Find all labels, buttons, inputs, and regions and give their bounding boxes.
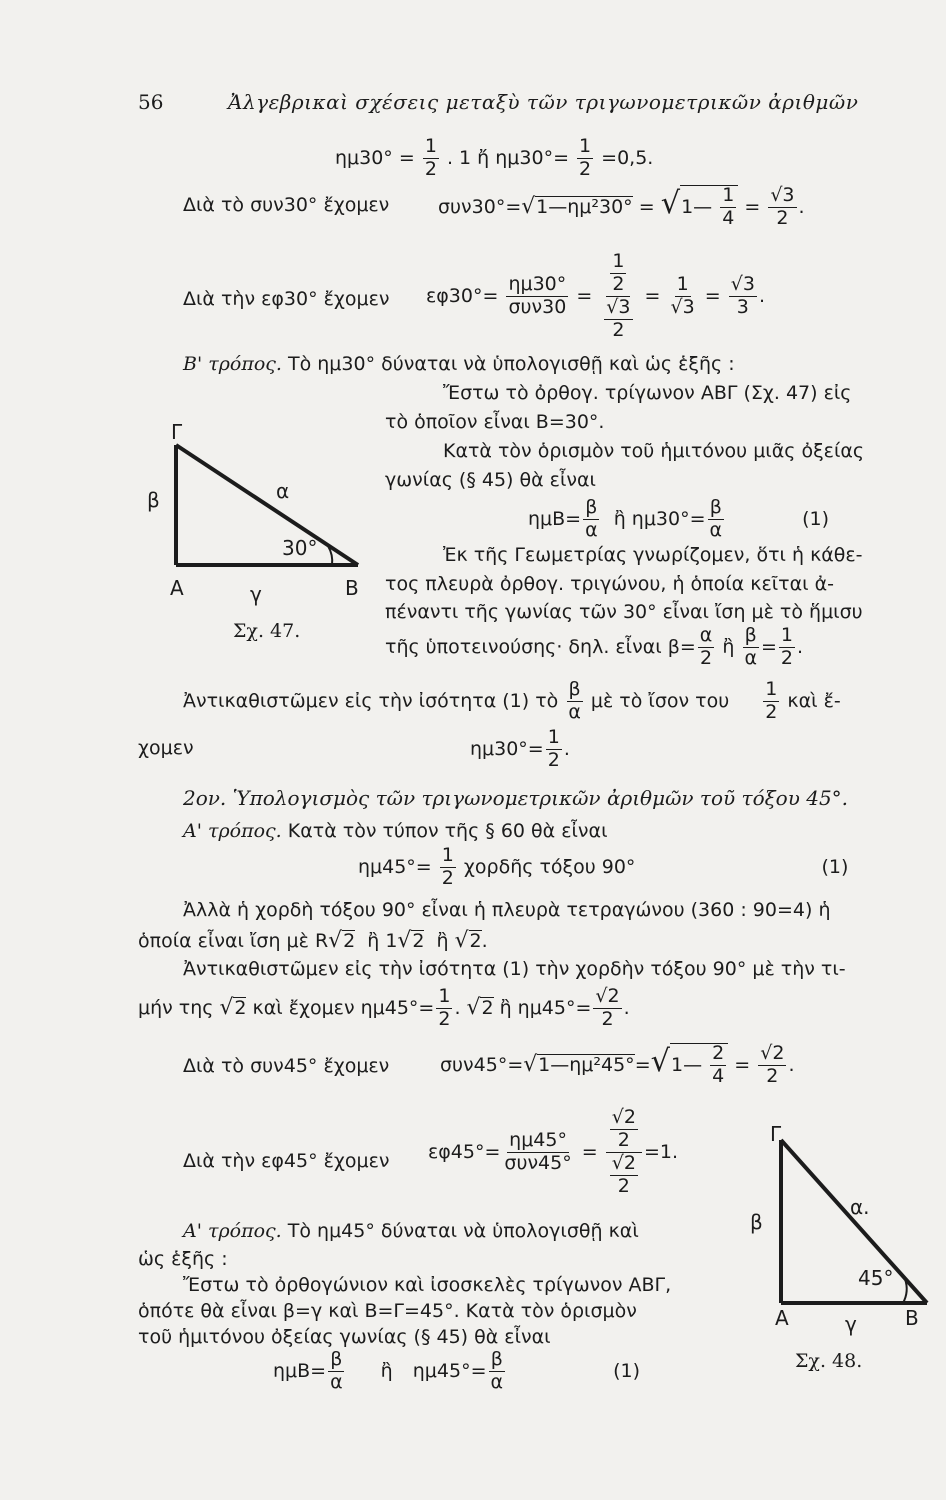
fig48-label-angle: 45°	[858, 1266, 894, 1290]
method-b-text: Τὸ ημ30° δύναται νὰ ὑπολογισθῇ καὶ ὡς ἑξῆς :	[288, 353, 735, 375]
frac-num: 1	[612, 250, 625, 272]
eq-mid: ἢ ημ30°=	[613, 507, 706, 530]
inner	[610, 1108, 638, 1151]
frac-den: 2	[438, 1007, 451, 1030]
frac-num: √3	[606, 295, 631, 318]
frac-den: 2	[617, 1128, 630, 1151]
frac-num: √2	[760, 1042, 785, 1064]
frac-num: 1	[579, 135, 592, 157]
sqrt-sign: √	[454, 928, 469, 953]
p4-pre: μήν της	[138, 996, 214, 1019]
sqrt-arg: 2	[343, 930, 356, 952]
frac-den: √3	[670, 295, 695, 318]
sqrt-arg: 2	[481, 996, 494, 1019]
figure-47-triangle	[140, 415, 370, 645]
end: .	[623, 996, 630, 1019]
m2-line1	[183, 1222, 639, 1241]
section2-p2	[138, 930, 488, 952]
compound-den	[606, 1153, 642, 1197]
section2-p4	[138, 987, 630, 1030]
frac-den: 2	[766, 1064, 779, 1087]
sqrt-sign-large: √	[660, 185, 681, 221]
fig48-caption: Σχ. 48.	[795, 1350, 863, 1372]
fig48-label-gamma-side: γ	[845, 1312, 857, 1336]
sqrt-sign: √	[521, 193, 536, 219]
eq-sign: =	[638, 195, 655, 218]
method-b-line	[183, 355, 735, 374]
frac-num: √2	[611, 1106, 636, 1128]
sqrt-arg: 1—ημ²45°	[538, 1053, 635, 1076]
tan30-equation	[426, 252, 765, 341]
m2-line3: Ἔστω τὸ ὀρθογώνιον καὶ ἰσοσκελὲς τρίγωνον ΑΒΓ,	[183, 1274, 672, 1296]
method-b-line9	[385, 626, 803, 669]
method-b-line5: γωνίας (§ 45) θὰ εἶναι	[385, 469, 596, 491]
eq-lhs: ημΒ=	[528, 507, 582, 530]
method-b-line2: Ἔστω τὸ ὀρθογ. τρίγωνον ΑΒΓ (Σχ. 47) εἰς	[443, 382, 852, 404]
frac-num: 1	[780, 624, 793, 646]
end: .	[563, 737, 570, 760]
end: =1.	[643, 1140, 679, 1163]
eq-sign: =	[760, 635, 777, 658]
sqrt-arg: 2	[412, 930, 425, 952]
ratio	[506, 272, 568, 318]
lead: 1—	[670, 1053, 703, 1076]
sin45-chord-eq	[358, 846, 848, 889]
sqrt-arg: 2	[469, 930, 482, 952]
m2-equation	[273, 1350, 640, 1393]
frac-num: 1	[424, 135, 437, 157]
frac	[708, 498, 725, 541]
end: .	[481, 930, 488, 952]
eq-sign: =	[744, 195, 761, 218]
compound-frac	[600, 252, 636, 341]
frac-num: √2	[595, 985, 620, 1007]
line10-pre: Ἀντικαθιστῶμεν εἰς τὴν ἰσότητα (1) τὸ	[183, 689, 559, 712]
fig47-label-A: Α	[170, 576, 184, 600]
m2-line4: ὁπότε θὰ εἶναι β=γ καὶ Β=Γ=45°. Κατὰ τὸν ὁρισμὸν	[138, 1300, 637, 1322]
frac-result	[768, 186, 796, 229]
frac-den: α	[568, 700, 581, 723]
frac-num: √3	[770, 184, 795, 206]
p4-mid: καὶ ἔχομεν ημ45°=	[252, 996, 435, 1019]
sin30-mid: . 1 ἤ ημ30°=	[446, 146, 569, 169]
end: .	[798, 195, 805, 218]
sqrt-sign-large: √	[650, 1043, 670, 1079]
p2-mid2: ἢ	[436, 930, 449, 952]
eq-lhs: εφ45°=	[428, 1140, 501, 1163]
frac-den: 2	[601, 1007, 614, 1030]
line9-pre: τῆς ὑποτεινούσης· δηλ. εἶναι β=	[385, 635, 696, 658]
cos30-lhs: συν30°=	[438, 195, 522, 218]
frac	[566, 680, 583, 723]
frac	[436, 987, 452, 1030]
cos30-label: Διὰ τὸ συν30° ἔχομεν	[183, 194, 390, 216]
fig47-caption: Σχ. 47.	[233, 620, 301, 642]
eq-lhs: ημ45°=	[358, 855, 432, 878]
eq-sign: =	[634, 1053, 651, 1076]
frac	[720, 186, 736, 229]
frac	[669, 272, 697, 318]
frac	[546, 728, 562, 771]
method-b-line10	[183, 680, 841, 723]
inner	[604, 295, 632, 341]
sqrt-sign: √	[397, 928, 412, 953]
section2-p1: Ἀλλὰ ἡ χορδὴ τόξου 90° εἶναι ἡ πλευρὰ τετραγώνου (360 : 90=4) ἡ	[183, 899, 831, 921]
frac-den: 2	[579, 157, 592, 180]
method-b-line4: Κατὰ τὸν ὁρισμὸν τοῦ ἡμιτόνου μιᾶς ὀξείας	[443, 440, 865, 462]
frac	[583, 498, 600, 541]
dot: .	[454, 996, 461, 1019]
section2-method-a	[183, 822, 608, 841]
fig47-label-gamma: Γ	[171, 420, 183, 444]
frac-num: √3	[730, 272, 755, 295]
frac	[489, 1350, 506, 1393]
frac-num: 1	[441, 844, 454, 866]
frac	[440, 846, 456, 889]
compound-num	[606, 1108, 642, 1153]
method-b-line3: τὸ ὁποῖον εἶναι Β=30°.	[385, 411, 605, 433]
frac	[742, 626, 759, 669]
method-b-line8: πέναντι τῆς γωνίας τῶν 30° εἶναι ἴση μὲ τὸ ἥμισυ	[385, 601, 863, 623]
line9-mid: ἢ	[722, 635, 735, 658]
sin30-tail: =0,5.	[601, 146, 654, 169]
sqrt-sign: √	[523, 1051, 538, 1077]
fig47-label-alpha: α	[276, 479, 290, 503]
frac-den: 3	[736, 295, 749, 318]
fig47-label-beta: β	[147, 488, 160, 512]
fig48-label-beta: β	[750, 1210, 763, 1234]
frac-num: β	[568, 678, 581, 700]
compound-den	[600, 297, 636, 341]
frac-num: 1	[547, 726, 560, 748]
frac-den: 2	[441, 866, 454, 889]
eq-mid: ἢ	[380, 1359, 393, 1382]
sqrt-sign: √	[219, 994, 234, 1020]
fig48-label-alpha: α.	[850, 1195, 870, 1219]
fig47-label-angle: 30°	[282, 536, 318, 560]
cos45-equation	[440, 1043, 794, 1087]
p2-mid: ἢ 1	[367, 930, 398, 952]
tan45-label: Διὰ τὴν εφ45° ἔχομεν	[183, 1150, 390, 1172]
frac	[729, 272, 757, 318]
sqrt2-lead: 1—	[681, 195, 713, 218]
frac-den: 2	[612, 272, 625, 295]
figure-48-triangle	[755, 1120, 935, 1320]
frac	[710, 1044, 726, 1087]
method-a-text: Κατὰ τὸν τύπον τῆς § 60 θὰ εἶναι	[287, 820, 608, 842]
frac	[502, 1128, 573, 1174]
inner	[610, 252, 626, 295]
method-b-line11-pre: χομεν	[138, 737, 194, 759]
frac-num: β	[709, 496, 722, 518]
fig48-label-B: Β	[905, 1306, 919, 1330]
cos30-equation	[438, 185, 805, 229]
eq-lhs2: ημ45°=	[412, 1359, 487, 1382]
cos45-label: Διὰ τὸ συν45° ἔχομεν	[183, 1055, 390, 1077]
method-b-line6: Ἐκ τῆς Γεωμετρίας γνωρίζομεν, ὅτι ἡ κάθε-	[443, 544, 863, 566]
eq-ref: (1)	[821, 855, 849, 878]
frac-den: συν45°	[504, 1151, 572, 1174]
fig47-label-B: Β	[345, 576, 359, 600]
m2-line5: τοῦ ἡμιτόνου ὀξείας γωνίας (§ 45) θὰ εἶναι	[138, 1326, 551, 1348]
m2-line2: ὡς ἑξῆς :	[138, 1248, 228, 1270]
frac-num: 2	[712, 1042, 725, 1064]
compound-num	[606, 252, 630, 297]
m2-text: Τὸ ημ45° δύναται νὰ ὑπολογισθῇ καὶ	[287, 1220, 639, 1242]
frac-den: α	[709, 518, 723, 541]
frac-den: 2	[424, 157, 437, 180]
frac	[593, 987, 621, 1030]
sin30-fraction-2	[577, 137, 593, 180]
eq-sign: =	[581, 1140, 598, 1163]
frac-den: α	[330, 1370, 343, 1393]
eq-sign: =	[734, 1053, 751, 1076]
frac-num: β	[330, 1348, 343, 1370]
method-a-title: Α' τρόπος.	[183, 820, 282, 842]
tan30-lhs: εφ30°=	[426, 284, 499, 307]
eq-sign: =	[644, 284, 661, 307]
frac-den: 2	[547, 748, 560, 771]
method-b-line11	[470, 728, 570, 771]
frac-den: α	[490, 1370, 504, 1393]
method-b-eq	[528, 498, 829, 541]
frac-den: 2	[765, 700, 778, 723]
frac	[763, 680, 779, 723]
frac-num: β	[744, 624, 757, 646]
sqrt-arg: 2	[234, 996, 247, 1019]
eq-lhs: συν45°=	[440, 1053, 524, 1076]
sqrt-sign: √	[466, 994, 481, 1020]
line10-mid: μὲ τὸ ἴσον του	[590, 689, 730, 712]
fig48-label-gamma: Γ	[770, 1122, 782, 1146]
p2-pre: ὁποία εἶναι ἴση μὲ R	[138, 930, 329, 952]
eq-sign: =	[704, 284, 721, 307]
sqrt-arg-2	[680, 185, 738, 229]
eq-ref: (1)	[613, 1359, 640, 1382]
fig47-label-gamma-side: γ	[250, 582, 262, 606]
eq-lhs: ημ30°=	[470, 737, 544, 760]
section2-title: 2ον. Ὑπολογισμὸς τῶν τριγωνομετρικῶν ἀριθμῶν τοῦ τόξου 45°.	[183, 786, 849, 810]
page-number: 56	[138, 90, 164, 114]
frac	[779, 626, 795, 669]
frac-num: 1	[676, 272, 689, 295]
tan45-equation	[428, 1108, 678, 1197]
frac-den: συν30	[508, 295, 567, 318]
sin30-equation	[335, 137, 653, 180]
eq-sign: =	[576, 284, 593, 307]
frac-num: β	[585, 496, 598, 518]
sin30-lhs: ημ30° =	[335, 146, 415, 169]
inner	[610, 1151, 638, 1197]
running-title: Ἀλγεβρικαὶ σχέσεις μεταξὺ τῶν τριγωνομετρικῶν ἀριθμῶν	[228, 90, 859, 114]
method-b-title: Β' τρόπος.	[183, 353, 282, 375]
frac-num: √2	[611, 1151, 636, 1174]
line10-end: καὶ ἔ-	[787, 689, 841, 712]
fig48-label-A: Α	[775, 1306, 789, 1330]
frac	[698, 626, 715, 669]
frac-den: 4	[722, 206, 735, 229]
frac	[328, 1350, 345, 1393]
eq-lhs: ημΒ=	[273, 1359, 327, 1382]
end: .	[796, 635, 804, 658]
frac-num: 1	[765, 678, 778, 700]
frac-den: α	[744, 646, 757, 669]
frac-den: 2	[780, 646, 793, 669]
section2-p3: Ἀντικαθιστῶμεν εἰς τὴν ἰσότητα (1) τὴν χορδὴν τόξου 90° μὲ τὴν τι-	[183, 958, 846, 980]
tan30-label: Διὰ τὴν εφ30° ἔχομεν	[183, 288, 390, 310]
sin30-fraction	[423, 137, 439, 180]
frac-den: 2	[699, 646, 713, 669]
frac-num: α	[699, 624, 713, 646]
sqrt-arg: 1—ημ²30°	[536, 195, 633, 218]
frac-num: 1	[722, 184, 735, 206]
end: .	[788, 1053, 795, 1076]
sqrt-sign: √	[328, 928, 343, 953]
frac-num: ημ45°	[509, 1128, 567, 1151]
frac-den: 2	[776, 206, 789, 229]
frac-num: β	[490, 1348, 503, 1370]
eq-ref: (1)	[802, 507, 830, 530]
p4-or: ἢ ημ45°=	[499, 996, 592, 1019]
sqrt-arg-2	[670, 1043, 728, 1087]
eq-rhs: χορδῆς τόξου 90°	[463, 855, 636, 878]
compound-frac	[606, 1108, 642, 1197]
frac-num: 1	[438, 985, 451, 1007]
frac-num: ημ30°	[508, 272, 567, 295]
frac-den: 2	[612, 318, 625, 341]
method-a2-title: Α' τρόπος.	[183, 1220, 282, 1242]
method-b-line7: τος πλευρὰ ὀρθογ. τριγώνου, ἡ ὁποία κεῖται ἀ-	[385, 573, 834, 595]
frac-den: α	[585, 518, 598, 541]
frac-den: 2	[617, 1174, 630, 1197]
frac	[758, 1044, 786, 1087]
frac-den: 4	[712, 1064, 725, 1087]
end: .	[758, 284, 765, 307]
